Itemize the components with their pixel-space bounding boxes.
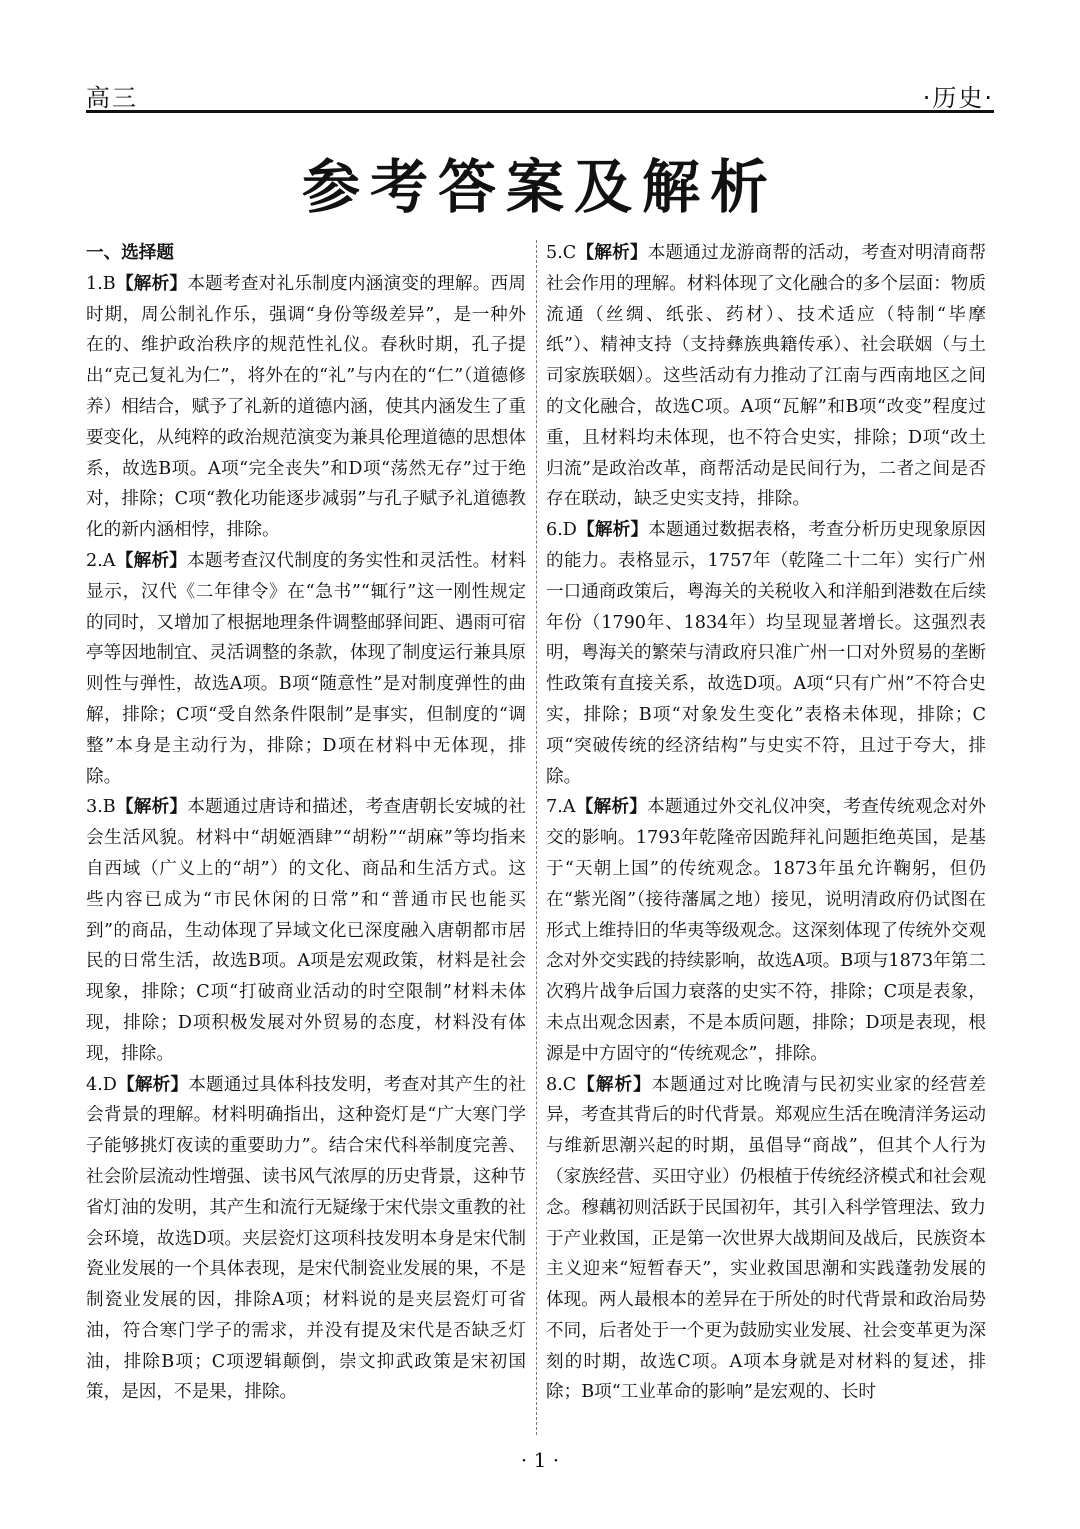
analysis-tag: 【解析】	[576, 520, 649, 541]
section-title: 一、选择题	[86, 243, 174, 263]
analysis-tag: 【解析】	[115, 550, 188, 571]
answer-5	[546, 238, 986, 515]
answer-3	[86, 792, 526, 1069]
answer-4	[86, 1070, 526, 1409]
answer-1	[86, 269, 526, 546]
answer-number: 3.B	[86, 797, 116, 818]
answer-text: 本题通过龙游商帮的活动，考查对明清商帮社会作用的理解。材料体现了文化融合的多个层面：物质流通（丝绸、纸张、药材）、技术适应（特制“毕摩纸”）、精神支持（支持彝族典籍传承）、社会联姻（与土司家族联姻）。这些活动有力推动了江南与西南地区之间的文化融合，故选C项。A项“瓦解”和B项“改变”程度过重，且材料均未体现，也不符合史实，排除；D项“改土归流”是政治改革，商帮活动是民间行为，二者之间是否存在联动，缺乏史实支持，排除。	[546, 243, 986, 510]
answer-number: 4.D	[86, 1074, 117, 1095]
answer-number: 6.D	[546, 520, 577, 541]
answer-6	[546, 515, 986, 792]
answer-8	[546, 1070, 986, 1409]
analysis-tag: 【解析】	[576, 243, 648, 263]
analysis-tag: 【解析】	[576, 1074, 652, 1095]
answer-number: 2.A	[86, 550, 116, 571]
answer-text: 本题通过外交礼仪冲突，考查传统观念对外交的影响。1793年乾隆帝因跪拜礼问题拒绝英国，是基于“天朝上国”的传统观念。1873年虽允许鞠躬，但仍在“紫光阁”（接待藩属之地）接见，说明清政府仍试图在形式上维持旧的华夷等级观念。这深刻体现了传统外交观念对外交实践的持续影响，故选A项。B项与1873年第二次鸦片战争后国力衰落的史实不符，排除；C项是表象，未点出观念因素，不是本质问题，排除；D项是表现，根源是中方固守的“传统观念”，排除。	[546, 797, 986, 1064]
right-column	[546, 238, 986, 1408]
grade-label: 高三	[86, 84, 138, 112]
page-title: 参考答案及解析	[301, 153, 778, 221]
answer-text: 本题通过唐诗和描述，考查唐朝长安城的社会生活风貌。材料中“胡姬酒肆”“胡粉”“胡麻”等均指来自西域（广义上的“胡”）的文化、商品和生活方式。这些内容已成为“市民休闲的日常”和“普通市民也能买到”的商品，生动体现了异域文化已深度融入唐朝都市居民的日常生活，故选B项。A项是宏观政策，材料是社会现象，排除；C项“打破商业活动的时空限制”材料未体现，排除；D项积极发展对外贸易的态度，材料没有体现，排除。	[86, 797, 526, 1064]
answer-number: 8.C	[546, 1074, 577, 1095]
subject-label: ·历史·	[922, 84, 994, 112]
answer-text: 本题考查对礼乐制度内涵演变的理解。西周时期，周公制礼作乐，强调“身份等级差异”，是一种外在的、维护政治秩序的规范性礼仪。春秋时期，孔子提出“克己复礼为仁”，将外在的“礼”与内在的“仁”（道德修养）相结合，赋予了礼新的道德内涵，使其内涵发生了重要变化，从纯粹的政治规范演变为兼具伦理道德的思想体系，故选B项。A项“完全丧失”和D项“荡然无存”过于绝对，排除；C项“教化功能逐步减弱”与孔子赋予礼道德教化的新内涵相悖，排除。	[86, 273, 526, 541]
analysis-tag: 【解析】	[116, 1074, 189, 1095]
analysis-tag: 【解析】	[115, 273, 188, 294]
column-divider	[536, 240, 537, 1435]
answer-text: 本题通过数据表格，考查分析历史现象原因的能力。表格显示，1757年（乾隆二十二年）实行广州一口通商政策后，粤海关的关税收入和洋船到港数在后续年份（1790年、1834年）均呈现显著增长。这强烈表明，粤海关的繁荣与清政府只准广州一口对外贸易的垄断性政策有直接关系，故选D项。A项“只有广州”不符合史实，排除；B项“对象发生变化”表格未体现，排除；C项“突破传统的经济结构”与史实不符，且过于夸大，排除。	[546, 520, 986, 787]
left-column	[86, 238, 526, 1408]
answer-text: 本题考查汉代制度的务实性和灵活性。材料显示，汉代《二年律令》在“急书”“辄行”这一刚性规定的同时，又增加了根据地理条件调整邮驿间距、遇雨可宿亭等因地制宜、灵活调整的条款，体现了制度运行兼具原则性与弹性，故选A项。B项“随意性”是对制度弹性的曲解，排除；C项“受自然条件限制”是事实，但制度的“调整”本身是主动行为，排除；D项在材料中无体现，排除。	[86, 550, 526, 787]
answer-text: 本题通过具体科技发明，考查对其产生的社会背景的理解。材料明确指出，这种瓷灯是“广大寒门学子能够挑灯夜读的重要助力”。结合宋代科举制度完善、社会阶层流动性增强、读书风气浓厚的历史背景，这种节省灯油的发明，其产生和流行无疑缘于宋代崇文重教的社会环境，故选D项。夹层瓷灯这项科技发明本身是宋代制瓷业发展的一个具体表现，是宋代制瓷业发展的果，不是制瓷业发展的因，排除A项；材料说的是夹层瓷灯可省油，符合寒门学子的需求，并没有提及宋代是否缺乏灯油，排除B项；C项逻辑颠倒，崇文抑武政策是宋初国策，是因，不是果，排除。	[86, 1074, 526, 1403]
header-rule	[86, 110, 994, 113]
answer-2	[86, 546, 526, 792]
page-number: · 1 ·	[520, 1448, 560, 1472]
answer-number: 7.A	[546, 797, 576, 818]
answer-7	[546, 792, 986, 1069]
answer-number: 1.B	[86, 273, 116, 294]
analysis-tag: 【解析】	[575, 797, 648, 818]
analysis-tag: 【解析】	[115, 797, 188, 818]
answer-text: 本题通过对比晚清与民初实业家的经营差异，考查其背后的时代背景。郑观应生活在晚清洋务运动与维新思潮兴起的时期，虽倡导“商战”，但其个人行为（家族经营、买田守业）仍根植于传统经济模式和社会观念。穆藕初则活跃于民国初年，其引入科学管理法、致力于产业救国，正是第一次世界大战期间及战后，民族资本主义迎来“短暂春天”，实业救国思潮和实践蓬勃发展的体现。两人最根本的差异在于所处的时代背景和政治局势不同，后者处于一个更为鼓励实业发展、社会变革更为深刻的时期，故选C项。A项本身就是对材料的复述，排除；B项“工业革命的影响”是宏观的、长时	[546, 1074, 986, 1403]
answer-number: 5.C	[546, 243, 577, 263]
